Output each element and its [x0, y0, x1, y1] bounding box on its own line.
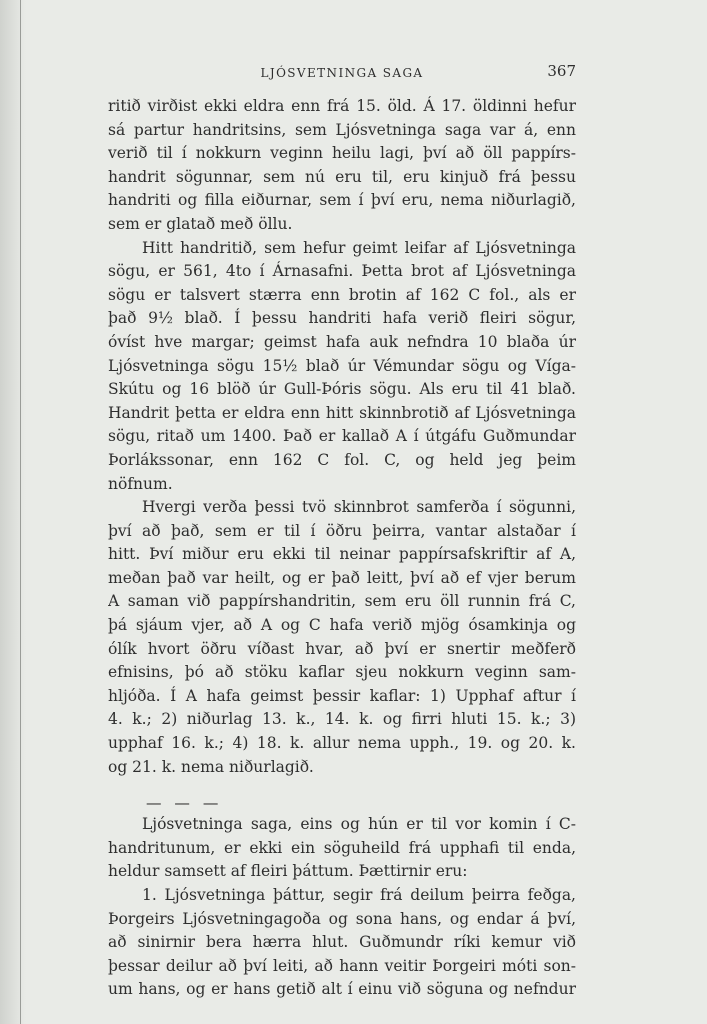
- text-line: Þorlákssonar, enn 162 C fol. C, og held jeg þeim: [108, 450, 576, 469]
- text-line: A saman við pappírshandritin, sem eru öll runnin frá C,: [108, 592, 576, 611]
- text-line: Ljósvetninga sögu 15½ blað úr Vémundar sögu og Víga-: [108, 356, 576, 375]
- text-line: sá partur handritsins, sem Ljósvetninga saga var á, enn: [108, 120, 576, 139]
- book-gutter: [0, 0, 26, 1024]
- text-line: efnisins, þó að stöku kaflar sjeu nokkurn veginn sam-: [108, 663, 576, 682]
- text-line: handritunum, er ekki ein söguheild frá upphafi til enda,: [108, 838, 576, 857]
- text-line: Handrit þetta er eldra enn hitt skinnbrotið af Ljósvetninga: [108, 403, 576, 422]
- text-line: upphaf 16. k.; 4) 18. k. allur nema upph., 19. og 20. k.: [108, 734, 576, 753]
- gutter-edge-line: [20, 0, 21, 1024]
- text-line: meðan það var heilt, og er það leitt, því að ef vjer berum: [108, 568, 576, 587]
- paragraph-2: [108, 237, 576, 497]
- paragraph-5: [108, 884, 576, 1002]
- text-line: að sinirnir bera hærra hlut. Guðmundr ríki kemur við: [108, 933, 576, 952]
- text-line: því að það, sem er til í öðru þeirra, vantar alstaðar í: [108, 521, 576, 540]
- text-line: Þorgeirs Ljósvetningagoða og sona hans, og endar á því,: [108, 909, 576, 928]
- running-header: [108, 62, 576, 82]
- text-line: Hvergi verða þessi tvö skinnbrot samferða í sögunni,: [142, 498, 576, 517]
- text-line: um hans, og er hans getið alt í einu við söguna og nefndur: [108, 980, 576, 999]
- text-line: ritið virðist ekki eldra enn frá 15. öld. Á 17. öldinni hefur: [108, 97, 576, 115]
- text-line: Ljósvetninga saga, eins og hún er til vor komin í C-: [142, 815, 576, 834]
- paragraph-4: [108, 813, 576, 884]
- text-line: verið til í nokkurn veginn heilu lagi, því að öll pappírs-: [108, 144, 576, 163]
- section-gap: [108, 779, 576, 793]
- text-line: Skútu og 16 blöð úr Gull-Þóris sögu. Als eru til 41 blað.: [108, 380, 576, 399]
- text-line: þessar deilur að því leiti, að hann veitir Þorgeiri móti son-: [108, 956, 576, 975]
- section-separator: — — —: [146, 794, 223, 813]
- text-line: og 21. k. nema niðurlagið.: [108, 757, 314, 776]
- text-line: handriti og filla eiðurnar, sem í því eru, nema niðurlagið,: [108, 191, 576, 210]
- paragraph-3: [108, 496, 576, 779]
- page-body: [108, 95, 576, 1002]
- text-line: hljóða. Í A hafa geimst þessir kaflar: 1) Upphaf aftur í: [108, 686, 576, 705]
- text-line: heldur samsett af fleiri þáttum. Þættirnir eru:: [108, 862, 468, 881]
- running-title: LJÓSVETNINGA SAGA: [260, 66, 424, 80]
- paragraph-1: [108, 95, 576, 237]
- text-line: sögu, ritað um 1400. Það er kallað A í útgáfu Guðmundar: [108, 427, 576, 446]
- text-line: sögu er talsvert stærra enn brotin af 162 C fol., als er: [108, 285, 576, 304]
- text-line: handrit sögunnar, sem nú eru til, eru kinjuð frá þessu: [108, 167, 576, 186]
- text-line: hitt. Því miður eru ekki til neinar pappírsafskriftir af A,: [108, 545, 576, 564]
- text-line: sögu, er 561, 4to í Árnasafni. Þetta brot af Ljósvetninga: [108, 262, 576, 281]
- text-line: nöfnum.: [108, 474, 173, 493]
- page-number: 367: [547, 62, 576, 80]
- text-line: óvíst hve margar; geimst hafa auk nefndra 10 blaða úr: [108, 332, 576, 351]
- text-line: sem er glatað með öllu.: [108, 214, 293, 233]
- text-line: Hitt handritið, sem hefur geimt leifar af Ljósvetninga: [142, 238, 576, 257]
- text-line: ólík hvort öðru víðast hvar, að því er snertir meðferð: [108, 639, 576, 658]
- text-line: 1. Ljósvetninga þáttur, segir frá deilum þeirra feðga,: [142, 886, 576, 904]
- text-line: það 9½ blað. Í þessu handriti hafa verið fleiri sögur,: [108, 309, 576, 328]
- text-line: 4. k.; 2) niðurlag 13. k., 14. k. og firri hluti 15. k.; 3): [108, 710, 576, 729]
- text-line: þá sjáum vjer, að A og C hafa verið mjög ósamkinja og: [108, 616, 576, 635]
